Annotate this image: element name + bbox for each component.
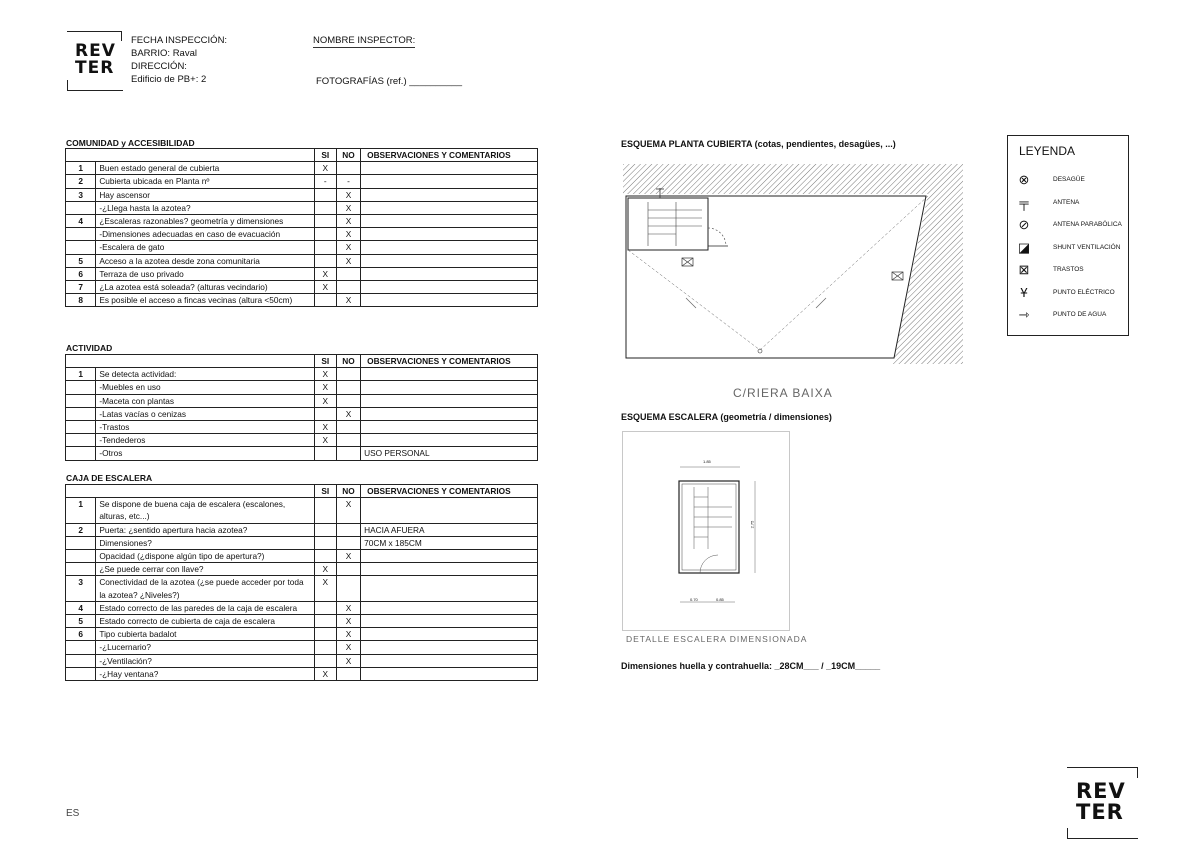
row-number: 6 [66, 267, 96, 280]
table-row [66, 498, 538, 523]
table-row [66, 654, 538, 667]
row-si-value [314, 498, 336, 523]
table-header-row [66, 485, 538, 498]
row-number [66, 421, 96, 434]
drain-icon: ⊗ [1018, 172, 1030, 187]
table-row [66, 267, 538, 280]
row-number: 5 [66, 615, 96, 628]
row-question: -¿Llega hasta la azotea? [96, 201, 314, 214]
table-row [66, 215, 538, 228]
table-header-row [66, 355, 538, 368]
row-number: 1 [66, 498, 96, 523]
row-si-value: X [314, 576, 336, 601]
row-si-value: X [314, 381, 336, 394]
row-si-value: X [314, 162, 336, 175]
row-no-value: X [336, 215, 360, 228]
dim-side: 2.75 [749, 520, 755, 529]
table-row [66, 628, 538, 641]
footer-logo-text-top: REV [1076, 779, 1126, 803]
row-si-value [314, 641, 336, 654]
row-question: ¿Se puede cerrar con llave? [96, 563, 314, 576]
row-si-value [314, 447, 336, 460]
row-observation [361, 550, 538, 563]
row-question: ¿La azotea está soleada? (alturas vecindario) [96, 281, 314, 294]
stair-box [628, 198, 708, 250]
table-row [66, 407, 538, 420]
row-observation [361, 267, 538, 280]
row-number: 8 [66, 294, 96, 307]
row-question: Opacidad (¿dispone algún tipo de apertura?) [96, 550, 314, 563]
section-title-comunidad: COMUNIDAD y ACCESIBILIDAD [66, 138, 195, 148]
row-observation [361, 654, 538, 667]
street-name: C/RIERA BAIXA [733, 386, 833, 400]
row-observation [361, 254, 538, 267]
shunt-vent-icon: ◪ [1017, 239, 1031, 255]
legend-item [1008, 172, 1128, 190]
row-number: 2 [66, 175, 96, 188]
legend-item-label: PUNTO ELÉCTRICO [1053, 288, 1115, 296]
row-no-value: X [336, 654, 360, 667]
row-no-value [336, 421, 360, 434]
row-observation [361, 498, 538, 523]
row-no-value: X [336, 407, 360, 420]
row-no-value [336, 281, 360, 294]
row-si-value [314, 615, 336, 628]
row-question: -¿Lucernario? [96, 641, 314, 654]
row-question: Acceso a la azotea desde zona comunitaria [96, 254, 314, 267]
table-row [66, 162, 538, 175]
row-number: 7 [66, 281, 96, 294]
row-si-value [314, 523, 336, 536]
row-question: -Otros [96, 447, 314, 460]
row-observation [361, 394, 538, 407]
row-observation [361, 228, 538, 241]
row-question: Dimensiones? [96, 536, 314, 549]
row-no-value [336, 536, 360, 549]
row-observation [361, 215, 538, 228]
table-row [66, 368, 538, 381]
row-question: Estado correcto de cubierta de caja de escalera [96, 615, 314, 628]
table-row [66, 601, 538, 614]
row-si-value: X [314, 434, 336, 447]
huella-contrahuella: Dimensiones huella y contrahuella: _28CM___ / _19CM_____ [621, 661, 881, 671]
row-number: 1 [66, 368, 96, 381]
junk-icon: ⊠ [1018, 262, 1030, 277]
row-observation [361, 601, 538, 614]
door-swing-detail [700, 555, 718, 573]
row-question: Tipo cubierta badalot [96, 628, 314, 641]
row-no-value [336, 267, 360, 280]
row-question: -¿Hay ventana? [96, 667, 314, 680]
logo-text-bottom: TER [75, 58, 115, 78]
row-si-value [314, 654, 336, 667]
row-no-value [336, 394, 360, 407]
row-question: -Maceta con plantas [96, 394, 314, 407]
table-row [66, 254, 538, 267]
col-header-si: SI [314, 149, 336, 162]
row-number [66, 641, 96, 654]
row-number [66, 381, 96, 394]
door-swing [708, 228, 726, 246]
barrio-label: BARRIO: Raval [131, 48, 197, 59]
dish-antenna-icon: ⊘ [1018, 217, 1030, 232]
table-row [66, 576, 538, 601]
table-row [66, 550, 538, 563]
checklist-table-caja-escalera [65, 484, 538, 681]
row-observation [361, 368, 538, 381]
slope-line-left [628, 250, 760, 350]
row-observation [361, 434, 538, 447]
row-number [66, 407, 96, 420]
row-number: 3 [66, 576, 96, 601]
row-si-value: X [314, 267, 336, 280]
row-number [66, 241, 96, 254]
row-no-value [336, 667, 360, 680]
table-row [66, 188, 538, 201]
planta-cubierta-drawing [618, 158, 970, 372]
row-question: -Muebles en uso [96, 381, 314, 394]
dim-top: 1.85 [703, 459, 711, 464]
row-no-value [336, 368, 360, 381]
row-no-value [336, 563, 360, 576]
row-observation [361, 641, 538, 654]
logo-text-top: REV [75, 41, 116, 61]
row-no-value: X [336, 188, 360, 201]
row-question: -¿Ventilación? [96, 654, 314, 667]
table-row [66, 381, 538, 394]
edificio-label: Edificio de PB+: 2 [131, 74, 207, 85]
table-row [66, 294, 538, 307]
col-header-no: NO [336, 485, 360, 498]
row-no-value [336, 576, 360, 601]
row-number: 5 [66, 254, 96, 267]
section-title-caja-escalera: CAJA DE ESCALERA [66, 473, 153, 483]
row-number: 4 [66, 601, 96, 614]
row-number [66, 654, 96, 667]
stair-steps [648, 202, 702, 246]
row-si-value: - [314, 175, 336, 188]
row-no-value [336, 523, 360, 536]
row-number [66, 550, 96, 563]
party-wall-top [623, 164, 963, 194]
row-observation: 70CM x 185CM [361, 536, 538, 549]
row-si-value [314, 254, 336, 267]
row-no-value: X [336, 498, 360, 523]
legend-item-label: DESAGÜE [1053, 176, 1085, 183]
row-si-value [314, 215, 336, 228]
row-question: Estado correcto de las paredes de la caja de escalera [96, 601, 314, 614]
col-header-no: NO [336, 149, 360, 162]
row-si-value [314, 550, 336, 563]
row-number [66, 434, 96, 447]
legend-item-label: ANTENA PARABÓLICA [1053, 221, 1122, 228]
row-no-value: X [336, 628, 360, 641]
escalera-schema-title: ESQUEMA ESCALERA (geometría / dimensiones) [621, 412, 832, 422]
slope-arrow-left [686, 298, 696, 308]
header-blank [66, 355, 315, 368]
row-si-value [314, 536, 336, 549]
row-observation [361, 563, 538, 576]
row-si-value [314, 407, 336, 420]
table-header-row [66, 149, 538, 162]
row-observation [361, 615, 538, 628]
col-header-obs: OBSERVACIONES Y COMENTARIOS [361, 149, 538, 162]
antenna-icon: ╤ [1019, 194, 1029, 210]
row-observation [361, 241, 538, 254]
row-number [66, 563, 96, 576]
fecha-label: FECHA INSPECCIÓN: [131, 35, 228, 46]
row-observation [361, 162, 538, 175]
row-observation [361, 407, 538, 420]
row-observation [361, 201, 538, 214]
row-observation [361, 281, 538, 294]
slope-arrow-right [816, 298, 826, 308]
row-observation [361, 381, 538, 394]
row-question: -Escalera de gato [96, 241, 314, 254]
fotografias-label: FOTOGRAFÍAS (ref.) __________ [316, 76, 463, 87]
table-row [66, 523, 538, 536]
row-no-value: X [336, 550, 360, 563]
table-row [66, 421, 538, 434]
row-no-value [336, 447, 360, 460]
row-number [66, 201, 96, 214]
row-si-value [314, 241, 336, 254]
row-no-value: X [336, 294, 360, 307]
legend-item-label: PUNTO DE AGUA [1053, 311, 1107, 318]
table-row [66, 536, 538, 549]
footer-logo-text-bottom: TER [1076, 800, 1124, 824]
row-number [66, 447, 96, 460]
row-number: 1 [66, 162, 96, 175]
row-number: 2 [66, 523, 96, 536]
legend-item [1008, 195, 1128, 213]
row-si-value [314, 601, 336, 614]
dim-bottom-right: 0.85 [716, 597, 724, 602]
row-observation [361, 576, 538, 601]
row-observation [361, 175, 538, 188]
row-no-value: X [336, 228, 360, 241]
planta-schema-title: ESQUEMA PLANTA CUBIERTA (cotas, pendientes, desagües, ...) [621, 139, 896, 149]
row-question: Hay ascensor [96, 188, 314, 201]
legend-item [1008, 240, 1128, 258]
direccion-label: DIRECCIÓN: [131, 61, 187, 72]
legend-box [1007, 135, 1129, 336]
drain-symbol [758, 349, 762, 353]
row-question: Cubierta ubicada en Planta nº [96, 175, 314, 188]
row-question: Se detecta actividad: [96, 368, 314, 381]
row-question: Conectividad de la azotea (¿se puede acceder por toda la azotea? ¿Niveles?) [96, 576, 314, 601]
inspector-label: NOMBRE INSPECTOR: [313, 35, 416, 46]
row-observation [361, 628, 538, 641]
row-number: 3 [66, 188, 96, 201]
table-row [66, 434, 538, 447]
legend-item [1008, 307, 1128, 325]
stair-steps-detail [694, 487, 732, 549]
language-code: ES [66, 808, 80, 819]
row-si-value: X [314, 667, 336, 680]
row-no-value: X [336, 641, 360, 654]
section-title-actividad: ACTIVIDAD [66, 343, 113, 353]
row-question: -Tendederos [96, 434, 314, 447]
row-no-value: - [336, 175, 360, 188]
row-si-value: X [314, 368, 336, 381]
legend-title: LEYENDA [1019, 144, 1076, 158]
row-si-value [314, 201, 336, 214]
col-header-si: SI [314, 355, 336, 368]
row-observation [361, 667, 538, 680]
row-number [66, 228, 96, 241]
checklist-table-comunidad [65, 148, 538, 307]
row-observation: USO PERSONAL [361, 447, 538, 460]
table-row [66, 641, 538, 654]
header-blank [66, 149, 315, 162]
row-no-value: X [336, 254, 360, 267]
row-number: 6 [66, 628, 96, 641]
row-question: -Dimensiones adecuadas en caso de evacuación [96, 228, 314, 241]
table-row [66, 175, 538, 188]
row-si-value: X [314, 281, 336, 294]
row-question: Es posible el acceso a fincas vecinas (altura <50cm) [96, 294, 314, 307]
legend-item [1008, 262, 1128, 280]
row-observation [361, 421, 538, 434]
row-no-value: X [336, 601, 360, 614]
table-row [66, 667, 538, 680]
row-si-value [314, 228, 336, 241]
table-row [66, 281, 538, 294]
table-row [66, 447, 538, 460]
table-row [66, 201, 538, 214]
legend-item-label: TRASTOS [1053, 266, 1084, 273]
row-observation: HACIA AFUERA [361, 523, 538, 536]
row-si-value [314, 188, 336, 201]
table-row [66, 241, 538, 254]
row-observation [361, 188, 538, 201]
row-no-value: X [336, 201, 360, 214]
row-number [66, 394, 96, 407]
row-no-value [336, 162, 360, 175]
row-question: ¿Escaleras razonables? geometría y dimensiones [96, 215, 314, 228]
row-no-value: X [336, 615, 360, 628]
legend-item [1008, 285, 1128, 303]
row-question: Se dispone de buena caja de escalera (escalones, alturas, etc...) [96, 498, 314, 523]
col-header-obs: OBSERVACIONES Y COMENTARIOS [361, 485, 538, 498]
escalera-caption: DETALLE ESCALERA DIMENSIONADA [626, 634, 808, 644]
row-si-value: X [314, 421, 336, 434]
table-row [66, 394, 538, 407]
electric-point-icon: Ұ [1020, 284, 1028, 300]
row-si-value [314, 628, 336, 641]
row-question: Terraza de uso privado [96, 267, 314, 280]
legend-item [1008, 217, 1128, 235]
dim-bottom-left: 0.70 [690, 597, 698, 602]
header-blank [66, 485, 315, 498]
row-number [66, 667, 96, 680]
row-question: Puerta: ¿sentido apertura hacia azotea? [96, 523, 314, 536]
party-wall-right [893, 194, 963, 364]
row-no-value: X [336, 241, 360, 254]
col-header-no: NO [336, 355, 360, 368]
roof-outline [626, 196, 926, 358]
row-si-value: X [314, 394, 336, 407]
row-question: -Trastos [96, 421, 314, 434]
water-point-icon: ⇾ [1018, 307, 1030, 322]
checklist-table-actividad [65, 354, 538, 461]
table-row [66, 563, 538, 576]
row-question: Buen estado general de cubierta [96, 162, 314, 175]
row-si-value [314, 294, 336, 307]
col-header-obs: OBSERVACIONES Y COMENTARIOS [361, 355, 538, 368]
row-no-value [336, 381, 360, 394]
row-observation [361, 294, 538, 307]
row-number [66, 536, 96, 549]
table-row [66, 615, 538, 628]
legend-item-label: SHUNT VENTILACIÓN [1053, 243, 1121, 251]
row-question: -Latas vacías o cenizas [96, 407, 314, 420]
col-header-si: SI [314, 485, 336, 498]
row-si-value: X [314, 563, 336, 576]
table-row [66, 228, 538, 241]
legend-item-label: ANTENA [1053, 198, 1080, 206]
row-no-value [336, 434, 360, 447]
row-number: 4 [66, 215, 96, 228]
